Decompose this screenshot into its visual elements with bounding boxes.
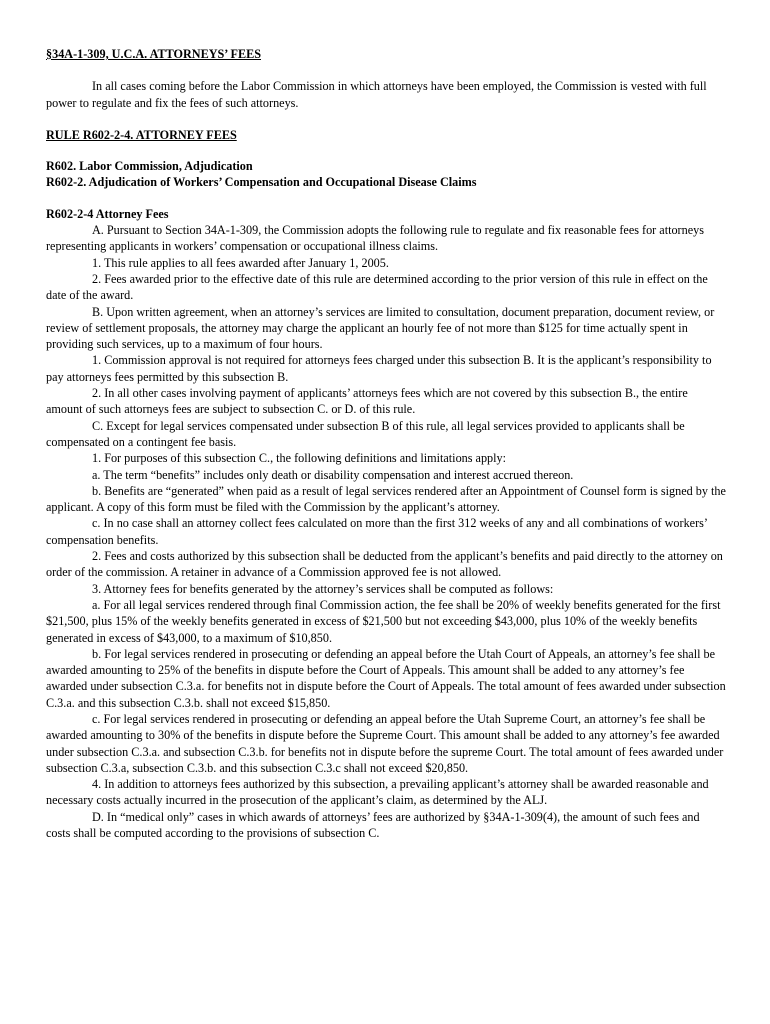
- document-page: [46, 46, 726, 841]
- paragraph-C-1-b: b. Benefits are “generated” when paid as a result of legal services rendered after an Appointment of Counsel form is signed by the applicant. A copy of this form must be filed with the Commission by the applicant’s attorney.: [46, 483, 726, 515]
- paragraph-C-3: 3. Attorney fees for benefits generated by the attorney’s services shall be computed as follows:: [92, 581, 554, 596]
- paragraph-C-2: 2. Fees and costs authorized by this subsection shall be deducted from the applicant’s benefits and paid directly to the attorney on order of the commission. A retainer in advance of a Commission approved fee is not allowed.: [46, 549, 723, 580]
- paragraph-C-3-b: b. For legal services rendered in prosecuting or defending an appeal before the Utah Court of Appeals, an attorney’s fee shall be awarded amounting to 25% of the benefits in dispute before the Court of Appeals. This amount shall be added to any attorney’s fee awarded under subsection C.3.a. for benefits not in dispute before the Court of Appeals. The total amount of fees awarded under subsection C.3.a. and this subsection C.3.b. shall not exceed $15,850.: [46, 646, 726, 710]
- paragraph-B: B. Upon written agreement, when an attorney’s services are limited to consultation, document preparation, document review, or review of settlement proposals, the attorney may charge the applicant an hourly fee of not more than $125 for time actually spent in providing such services, up to a maximum of four hours.: [46, 304, 715, 352]
- section-title: R602-2-4 Attorney Fees: [46, 206, 169, 221]
- paragraph-B-1: 1. Commission approval is not required for attorneys fees charged under this subsection B. It is the applicant’s responsibility to pay attorneys fees permitted by this subsection B.: [46, 353, 712, 384]
- paragraph-C-1: 1. For purposes of this subsection C., the following definitions and limitations apply:: [92, 451, 507, 466]
- paragraph-A-2: 2. Fees awarded prior to the effective date of this rule are determined according to the prior version of this rule in effect on the date of the award.: [46, 271, 708, 303]
- rule-heading: RULE R602-2-4. ATTORNEY FEES: [46, 127, 237, 142]
- paragraph-C-3-a: a. For all legal services rendered through final Commission action, the fee shall be 20% of weekly benefits generated for the first $21,500, plus 15% of the weekly benefits generated in excess of $21,500 but not exceeding $43,000, plus 10% of the weekly benefits generated in excess of $43,000, to a maximum of $10,850.: [46, 597, 721, 645]
- paragraph-A-1: 1. This rule applies to all fees awarded after January 1, 2005.: [92, 255, 389, 270]
- statute-paragraph: In all cases coming before the Labor Commission in which attorneys have been employed, the Commission is vested with full power to regulate and fix the fees of such attorneys.: [46, 79, 707, 110]
- rule-title-r602-2: R602-2. Adjudication of Workers’ Compensation and Occupational Disease Claims: [46, 175, 477, 190]
- paragraph-C: C. Except for legal services compensated under subsection B of this rule, all legal services provided to applicants shall be compensated on a contingent fee basis.: [46, 418, 685, 449]
- paragraph-A: A. Pursuant to Section 34A-1-309, the Commission adopts the following rule to regulate and fix reasonable fees for attorneys representing applicants in workers’ compensation or occupational illness claims.: [46, 223, 704, 254]
- paragraph-C-3-c: c. For legal services rendered in prosecuting or defending an appeal before the Utah Supreme Court, an attorney’s fee shall be awarded amounting to 30% of the benefits in dispute before the Supreme Court. This amount shall be added to any attorney’s fee awarded under subsection C.3.a. and subsection C.3.b. for benefits not in dispute before the supreme Court. The total amount of fees awarded under subsection C.3.a, subsection C.3.b. and this subsection C.3.c shall not exceed $20,850.: [46, 711, 724, 775]
- paragraph-D: D. In “medical only” cases in which awards of attorneys’ fees are authorized by §34A-1-309(4), the amount of such fees and costs shall be computed according to the provisions of subsection C.: [46, 809, 700, 841]
- paragraph-B-2: 2. In all other cases involving payment of applicants’ attorneys fees which are not covered by this subsection B., the entire amount of such attorneys fees are subject to subsection C. or D. of this rule.: [46, 386, 688, 417]
- rule-title-r602: R602. Labor Commission, Adjudication: [46, 159, 253, 174]
- statute-heading: §34A-1-309, U.C.A. ATTORNEYS’ FEES: [46, 47, 261, 61]
- paragraph-C-4: 4. In addition to attorneys fees authorized by this subsection, a prevailing applicant’s attorney shall be awarded reasonable and necessary costs actually incurred in the prosecution of the applicant’s claim, as determined by the ALJ.: [46, 777, 709, 808]
- paragraph-C-1-c: c. In no case shall an attorney collect fees calculated on more than the first 312 weeks of any and all combinations of workers’ compensation benefits.: [46, 516, 708, 547]
- paragraph-C-1-a: a. The term “benefits” includes only death or disability compensation and interest accrued thereon.: [92, 467, 574, 482]
